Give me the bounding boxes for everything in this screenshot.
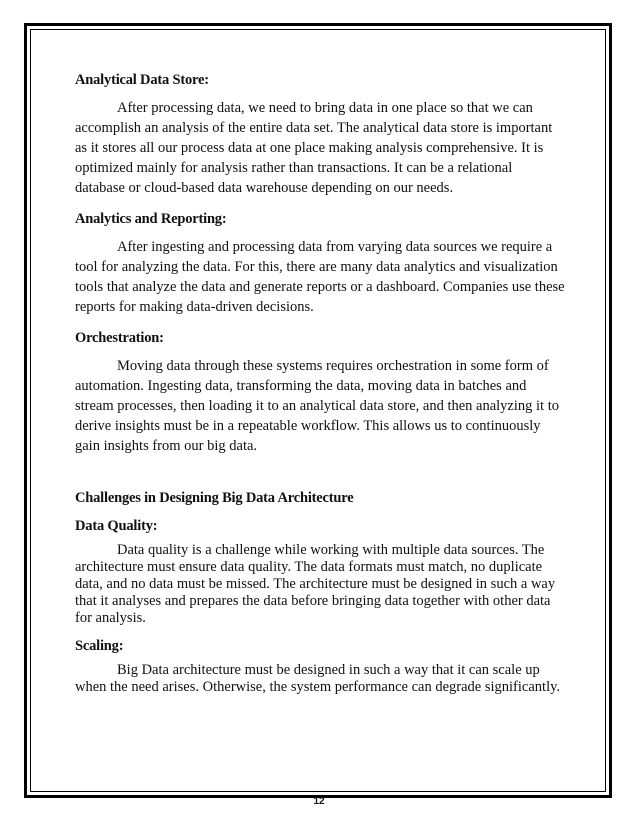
page-number: 12	[313, 796, 325, 807]
section-body-analytical-data-store: After processing data, we need to bring data in one place so that we can accomplish an analysis of the entire data set. The analytical data store is important as it stores all our process data at one place making analysis comprehensive. It is optimized mainly for analysis rather than transactions. It can be a relational database or cloud-based data warehouse depending on our needs.	[75, 100, 553, 196]
section-heading-analytics-reporting: Analytics and Reporting:	[75, 211, 227, 227]
section-heading-analytical-data-store: Analytical Data Store:	[75, 72, 209, 88]
section-body-analytics-reporting: After ingesting and processing data from varying data sources we require a tool for analyzing the data. For this, there are many data analytics and visualization tools that analyze the data and generate reports or a dashboard. Companies use these reports for making data-driven decisions.	[75, 239, 565, 315]
section-heading-orchestration: Orchestration:	[75, 330, 164, 346]
page-content	[75, 70, 565, 696]
challenges-list	[75, 518, 565, 696]
challenge-heading-data-quality: Data Quality:	[75, 518, 158, 534]
challenge-body-data-quality: Data quality is a challenge while working with multiple data sources. The architecture must ensure data quality. The data formats must match, no duplicate data, and no data must be missed. The architecture must be designed in such a way that it analyses and prepares the data before bringing data together with other data for analysis.	[75, 542, 556, 626]
challenge-heading-scaling: Scaling:	[75, 638, 124, 654]
challenges-title: Challenges in Designing Big Data Architecture	[75, 490, 354, 506]
section-body-orchestration: Moving data through these systems requires orchestration in some form of automation. Ingesting data, transforming the data, moving data in batches and stream processes, then loading it to an analytical data store, and then analyzing it to derive insights must be in a repeatable workflow. This allows us to continuously gain insights from our big data.	[75, 358, 559, 454]
challenge-body-scaling: Big Data architecture must be designed in such a way that it can scale up when the need arises. Otherwise, the system performance can degrade significantly.	[75, 662, 561, 695]
